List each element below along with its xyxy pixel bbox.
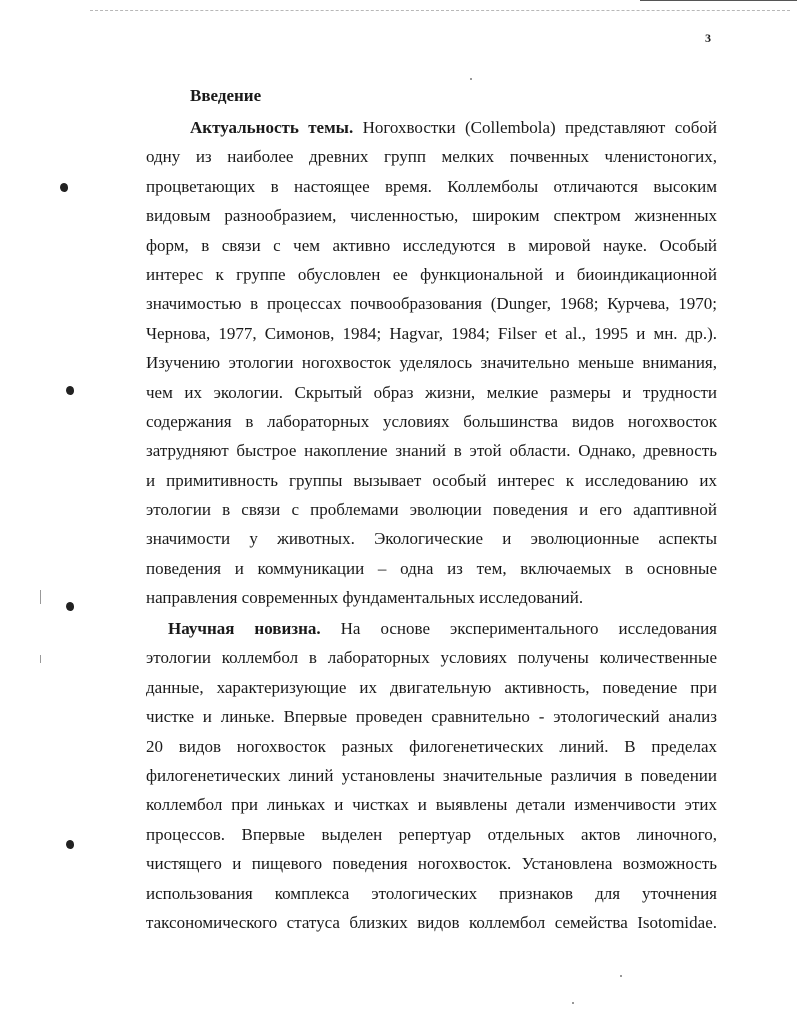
paragraph-line: содержания в лабораторных условиях большинства видов ногохвосток <box>146 411 717 431</box>
paragraph-line-text: На основе экспериментального исследования <box>340 619 717 638</box>
paragraph-line-text: Ногохвостки (Collembola) представляют собой <box>362 118 717 137</box>
paragraph-line <box>146 113 717 142</box>
paragraph-line: одну из наиболее древних групп мелких почвенных членистоногих, <box>146 147 717 167</box>
punch-hole-mark <box>66 386 74 395</box>
paragraph-novelty <box>146 614 717 937</box>
top-dashed-rule <box>90 10 790 11</box>
paragraph-line: этологии в связи с проблемами эволюции поведения и его адаптивной <box>146 500 717 520</box>
paragraph-line: чистке и линьке. Впервые проведен сравнительно - этологический анализ <box>146 707 717 727</box>
paragraph-line: данные, характеризующие их двигательную активность, поведение при <box>146 677 717 697</box>
scan-artifact <box>40 655 41 663</box>
novelty-title: Научная новизна. <box>168 619 321 638</box>
paragraph-line: значимости у животных. Экологические и эволюционные аспекты <box>146 529 717 549</box>
scan-artifact <box>40 590 41 604</box>
relevance-title: Актуальность темы. <box>190 118 354 137</box>
section-heading: Введение <box>190 86 262 105</box>
paragraph-line: и примитивность группы вызывает особый интерес к исследованию их <box>146 470 717 490</box>
paragraph-relevance <box>146 113 717 613</box>
paragraph-line: 20 видов ногохвосток разных филогенетических линий. В пределах <box>146 736 717 756</box>
paragraph-line: направления современных фундаментальных исследований. <box>146 588 584 608</box>
scan-artifact <box>620 975 622 977</box>
page-number: 3 <box>705 31 711 45</box>
paragraph-line: этологии коллембол в лабораторных условиях получены количественные <box>146 648 717 668</box>
paragraph-line: поведения и коммуникации – одна из тем, включаемых в основные <box>146 558 717 578</box>
top-solid-rule <box>640 0 797 1</box>
paragraph-line <box>146 614 717 643</box>
scan-artifact <box>470 78 472 80</box>
paragraph-line: коллембол при линьках и чистках и выявлены детали изменчивости этих <box>146 795 717 815</box>
scan-artifact <box>572 1002 574 1004</box>
punch-hole-mark <box>60 183 68 192</box>
paragraph-line: значимостью в процессах почвообразования (Dunger, 1968; Курчева, 1970; <box>146 294 717 314</box>
paragraph-line: таксономического статуса близких видов коллембол семейства Isotomidae. <box>146 912 717 932</box>
paragraph-line: процветающих в настоящее время. Коллемболы отличаются высоким <box>146 176 717 196</box>
paragraph-line: чистящего и пищевого поведения ногохвосток. Установлена возможность <box>146 854 717 874</box>
paragraph-line: чем их экологии. Скрытый образ жизни, мелкие размеры и трудности <box>146 382 717 402</box>
paragraph-line: филогенетических линий установлены значительные различия в поведении <box>146 765 717 785</box>
paragraph-line: форм, в связи с чем активно исследуются в мировой науке. Особый <box>146 235 717 255</box>
paragraph-line: Изучению этологии ногохвосток уделялось значительно меньше внимания, <box>146 353 717 373</box>
punch-hole-mark <box>66 840 74 849</box>
punch-hole-mark <box>66 602 74 611</box>
paragraph-line: процессов. Впервые выделен репертуар отдельных актов линочного, <box>146 824 717 844</box>
paragraph-line: затрудняют быстрое накопление знаний в этой области. Однако, древность <box>146 441 717 461</box>
paragraph-line: интерес к группе обусловлен ее функциональной и биоиндикационной <box>146 264 717 284</box>
paragraph-line: видовым разнообразием, численностью, широким спектром жизненных <box>146 206 717 226</box>
paragraph-line: использования комплекса этологических признаков для уточнения <box>146 883 717 903</box>
paragraph-line: Чернова, 1977, Симонов, 1984; Hagvar, 1984; Filser et al., 1995 и мн. др.). <box>146 323 717 343</box>
